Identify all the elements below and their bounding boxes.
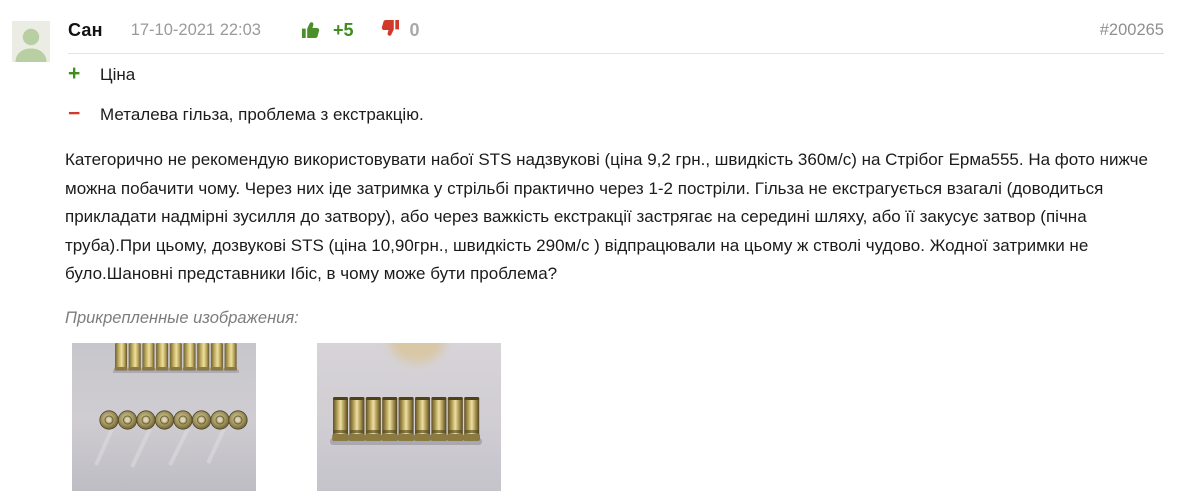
attachment-thumbnail-1[interactable] <box>72 343 256 491</box>
attachments-label: Прикрепленные изображения: <box>65 309 299 327</box>
plus-icon: + <box>68 62 81 85</box>
pros-row <box>68 62 135 86</box>
downvote-button[interactable] <box>380 18 400 38</box>
cons-row <box>68 102 424 126</box>
upvote-count: +5 <box>332 19 354 40</box>
casings-bases-photo <box>72 343 256 491</box>
pros-text: Ціна <box>100 65 136 84</box>
author-name: Сан <box>68 19 103 40</box>
cons-text: Металева гільза, проблема з екстракцію. <box>100 105 424 124</box>
thumbs-down-icon <box>380 18 400 38</box>
header-divider <box>68 53 1164 54</box>
comment-body: Категорично не рекомендую використовувати набої STS надзвукові (ціна 9,2 грн., швидкість 360м/с) на Стрібог Ерма555. На фото нижче можна побачити чому. Через них іде затримка у стрільбі практично через 1-2 постріли. Гільза не екстрагується взагалі (доводиться прикладати надмірні зусилля до затвору), або через важкість екстракції застрягає на середині шляху, або її закусує затвор (пічна труба).При цьому, дозвукові STS (ціна 10,90грн., швидкість 290м/с ) відпрацювали на цьому ж стволі чудово. Жодної затримки не було.Шановні представники Ібіс, в чому може бути проблема? <box>65 150 1148 283</box>
vote-controls <box>301 18 420 43</box>
attachments <box>72 343 501 491</box>
comment-header <box>68 16 1164 44</box>
upvote-button[interactable] <box>301 20 321 40</box>
attachment-thumbnail-2[interactable] <box>317 343 501 491</box>
thumbs-up-icon <box>301 20 321 40</box>
timestamp: 17-10-2021 22:03 <box>130 20 261 39</box>
comment-permalink[interactable]: #200265 <box>1099 20 1164 39</box>
casings-row-photo <box>317 343 501 491</box>
user-silhouette-icon <box>12 21 50 62</box>
avatar <box>12 21 50 62</box>
minus-icon: − <box>68 102 81 125</box>
downvote-count: 0 <box>409 19 420 40</box>
